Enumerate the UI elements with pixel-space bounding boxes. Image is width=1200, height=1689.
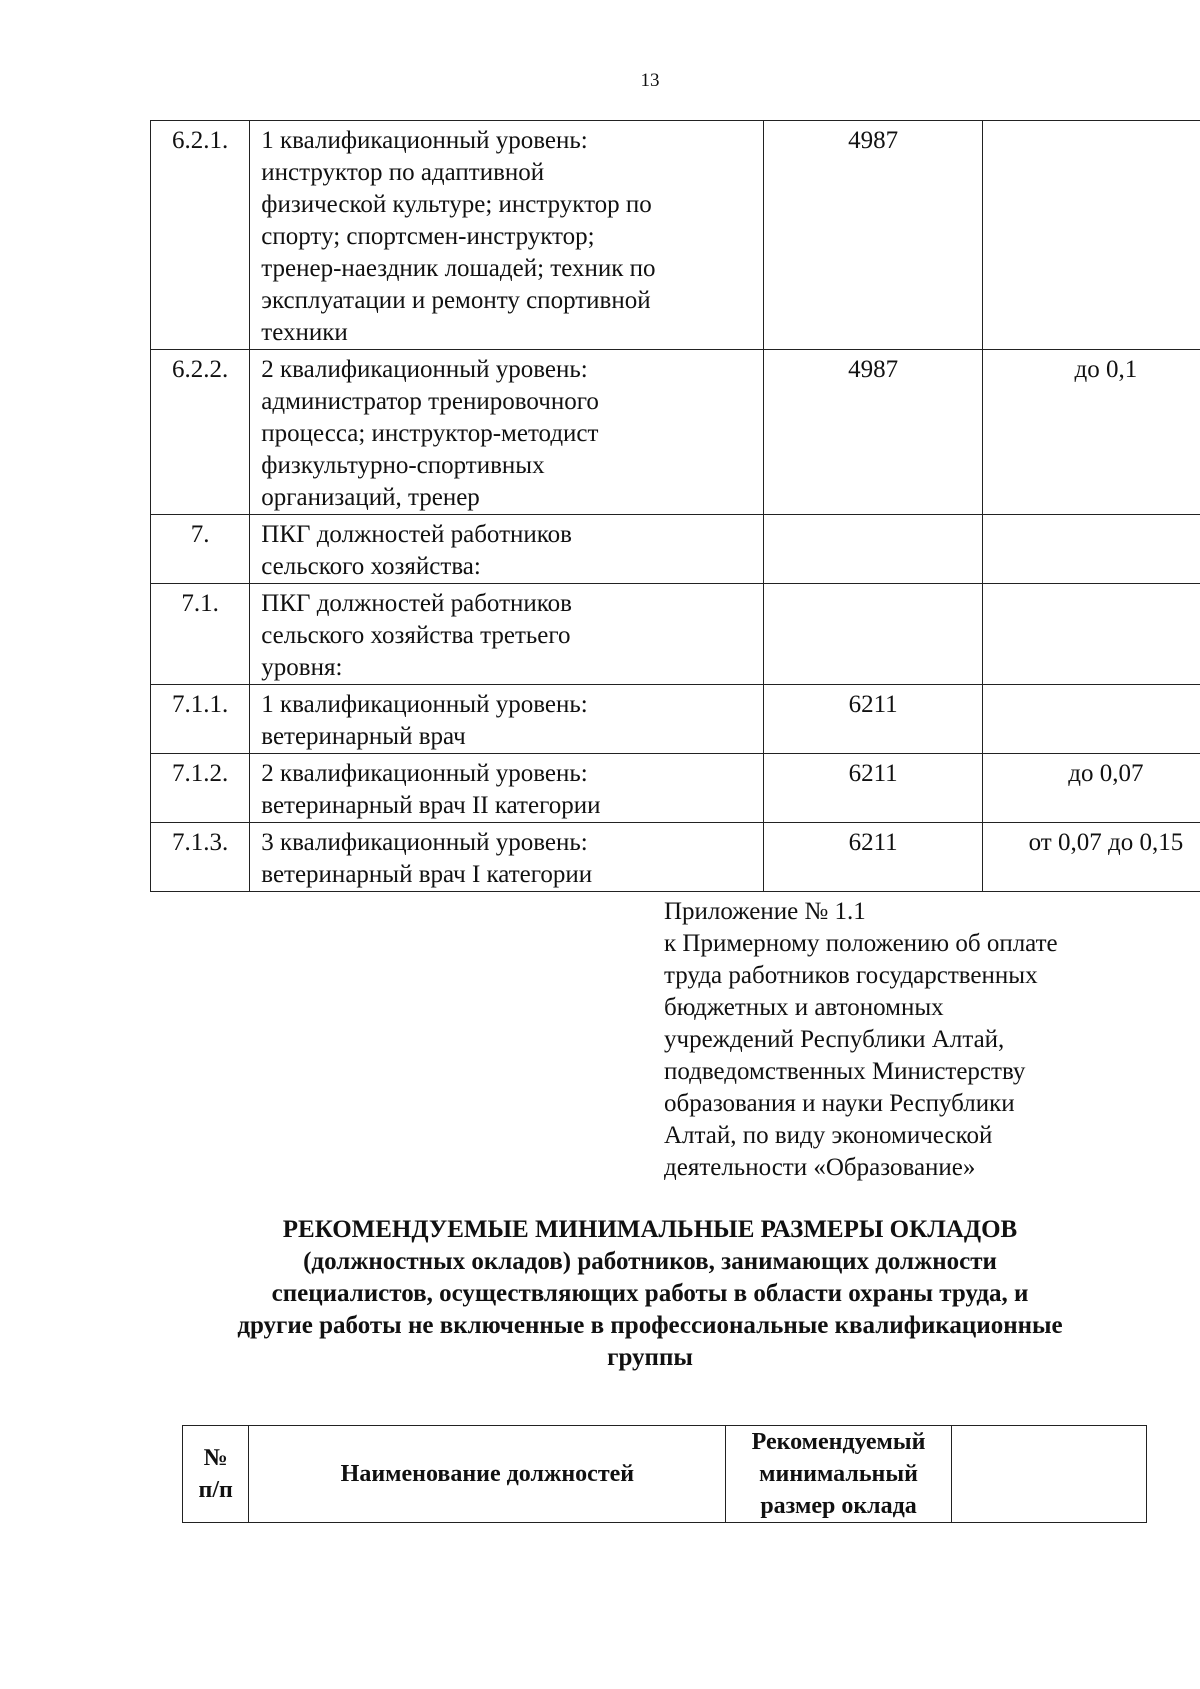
table-row (151, 121, 1200, 350)
row-salary: 6211 (764, 823, 982, 892)
position-name-line: тренер-наездник лошадей; техник по (261, 255, 656, 282)
appendix-line: деятельности «Образование» (664, 1154, 976, 1181)
header-cell-extra (951, 1426, 1146, 1523)
header-salary-line-1: Рекомендуемый (751, 1429, 926, 1455)
position-name-line: уровня: (261, 654, 343, 681)
header-salary-line-3: размер оклада (760, 1493, 917, 1519)
row-position-name (250, 515, 764, 584)
row-coefficient: до 0,1 (982, 350, 1200, 515)
position-name-line: 3 квалификационный уровень: (261, 829, 588, 856)
position-name-line: ветеринарный врач I категории (261, 861, 593, 888)
row-salary: 4987 (764, 121, 982, 350)
salary-table-body (151, 121, 1200, 892)
row-coefficient (982, 584, 1200, 685)
appendix-note (664, 896, 1134, 1184)
section-heading (150, 1214, 1150, 1374)
position-name-line: 1 квалификационный уровень: (261, 127, 588, 154)
row-number: 7.1.3. (151, 823, 250, 892)
heading-line: (должностных окладов) работников, занимающих должности (303, 1248, 997, 1275)
table-row (151, 823, 1200, 892)
position-name-line: эксплуатации и ремонту спортивной (261, 287, 651, 314)
header-number-line-2: п/п (198, 1477, 233, 1503)
row-position-name (250, 584, 764, 685)
heading-line: группы (607, 1344, 693, 1371)
row-coefficient: до 0,07 (982, 754, 1200, 823)
heading-line: РЕКОМЕНДУЕМЫЕ МИНИМАЛЬНЫЕ РАЗМЕРЫ ОКЛАДОВ (282, 1216, 1018, 1243)
position-name-line: ПКГ должностей работников (261, 521, 572, 548)
row-coefficient: от 0,07 до 0,15 (982, 823, 1200, 892)
positions-table-header (182, 1425, 1147, 1523)
position-name-line: 1 квалификационный уровень: (261, 691, 588, 718)
position-name-line: 2 квалификационный уровень: (261, 356, 588, 383)
row-number: 7.1.1. (151, 685, 250, 754)
position-name-line: физической культуре; инструктор по (261, 191, 652, 218)
row-number: 7.1.2. (151, 754, 250, 823)
position-name-line: сельского хозяйства третьего (261, 622, 571, 649)
position-name-line: физкультурно-спортивных (261, 452, 545, 479)
appendix-line: к Примерному положению об оплате (664, 930, 1058, 957)
header-number-line-1: № (203, 1445, 228, 1471)
row-position-name (250, 823, 764, 892)
row-position-name (250, 350, 764, 515)
row-salary: 4987 (764, 350, 982, 515)
row-position-name (250, 121, 764, 350)
appendix-line: бюджетных и автономных (664, 994, 944, 1021)
row-position-name (250, 685, 764, 754)
heading-line: другие работы не включенные в профессиональные квалификационные (237, 1312, 1063, 1339)
row-salary (764, 584, 982, 685)
position-name-line: ветеринарный врач (261, 723, 466, 750)
appendix-line: учреждений Республики Алтай, (664, 1026, 1005, 1053)
row-number: 7. (151, 515, 250, 584)
header-cell-name (249, 1426, 726, 1523)
appendix-line: Алтай, по виду экономической (664, 1122, 993, 1149)
row-coefficient (982, 515, 1200, 584)
page-number: 13 (640, 70, 660, 91)
row-number: 7.1. (151, 584, 250, 685)
row-coefficient (982, 121, 1200, 350)
position-name-line: техники (261, 319, 348, 346)
row-salary: 6211 (764, 685, 982, 754)
position-name-line: спорту; спортсмен-инструктор; (261, 223, 595, 250)
position-name-line: администратор тренировочного (261, 388, 599, 415)
table-row (151, 515, 1200, 584)
row-number: 6.2.1. (151, 121, 250, 350)
row-salary: 6211 (764, 754, 982, 823)
position-name-line: ПКГ должностей работников (261, 590, 572, 617)
position-name-line: ветеринарный врач II категории (261, 792, 601, 819)
table-row (151, 350, 1200, 515)
row-number: 6.2.2. (151, 350, 250, 515)
row-salary (764, 515, 982, 584)
position-name-line: процесса; инструктор-методист (261, 420, 599, 447)
appendix-line: труда работников государственных (664, 962, 1038, 989)
row-position-name (250, 754, 764, 823)
appendix-line: подведомственных Министерству (664, 1058, 1026, 1085)
salary-table (150, 120, 1200, 892)
row-coefficient (982, 685, 1200, 754)
appendix-line: Приложение № 1.1 (664, 898, 866, 925)
position-name-line: инструктор по адаптивной (261, 159, 545, 186)
header-name-text: Наименование должностей (340, 1461, 635, 1487)
appendix-line: образования и науки Республики (664, 1090, 1015, 1117)
table-row (151, 584, 1200, 685)
header-salary-line-2: минимальный (759, 1461, 918, 1487)
header-cell-number (183, 1426, 249, 1523)
table-row (151, 754, 1200, 823)
position-name-line: организаций, тренер (261, 484, 480, 511)
header-cell-salary (726, 1426, 951, 1523)
table-row (151, 685, 1200, 754)
position-name-line: 2 квалификационный уровень: (261, 760, 588, 787)
position-name-line: сельского хозяйства: (261, 553, 481, 580)
table-header-row (183, 1426, 1147, 1523)
heading-line: специалистов, осуществляющих работы в области охраны труда, и (271, 1280, 1029, 1307)
